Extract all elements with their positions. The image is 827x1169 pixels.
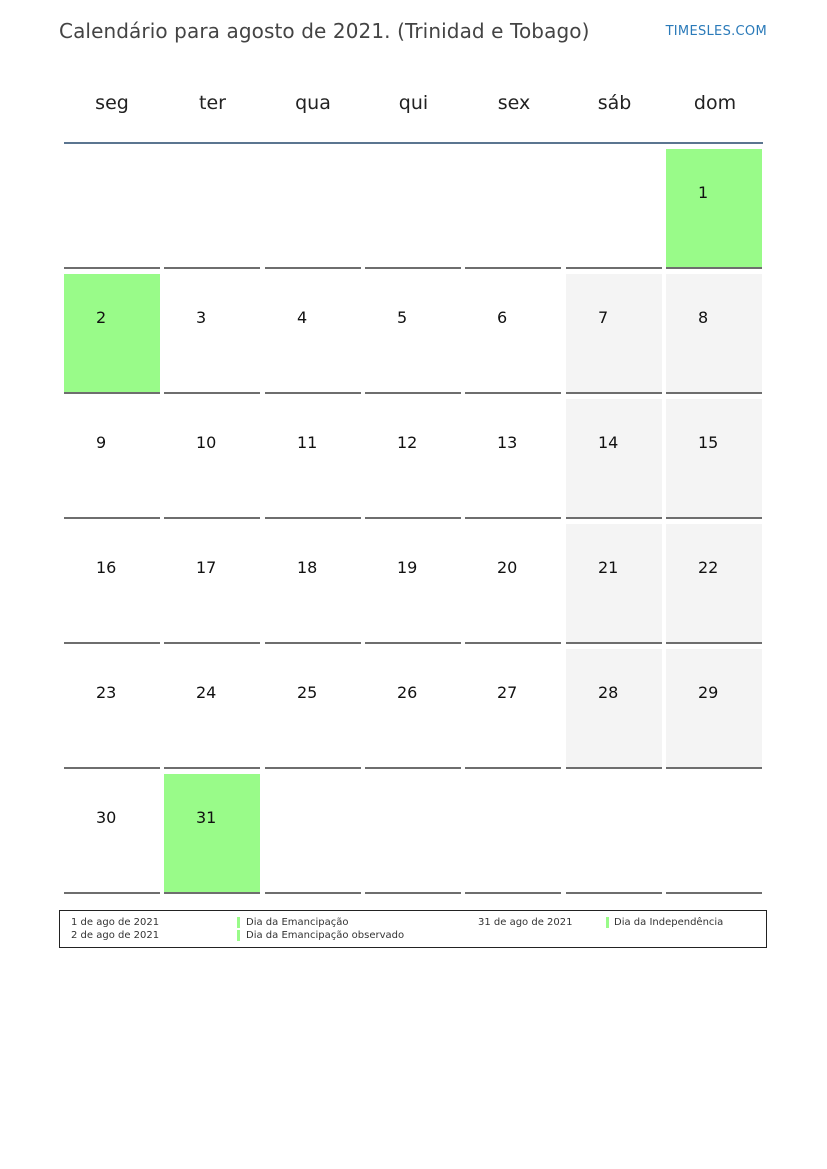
day-number: 7 — [598, 308, 609, 327]
day-cell — [465, 399, 561, 519]
day-number: 18 — [297, 558, 318, 577]
day-cell — [465, 524, 561, 644]
day-number: 21 — [598, 558, 619, 577]
day-number: 10 — [196, 433, 217, 452]
weekday-header — [64, 92, 763, 116]
weekday-label: seg — [95, 92, 129, 114]
day-number: 28 — [598, 683, 619, 702]
empty-day-cell — [64, 149, 160, 269]
day-cell — [666, 649, 762, 769]
weekday-label: qua — [295, 92, 331, 114]
holiday-legend — [59, 910, 767, 948]
day-number: 24 — [196, 683, 217, 702]
day-number: 9 — [96, 433, 107, 452]
page-title: Calendário para agosto de 2021. (Trinidad e Tobago) — [59, 19, 590, 43]
empty-day-cell — [465, 149, 561, 269]
day-number: 4 — [297, 308, 308, 327]
day-number: 16 — [96, 558, 117, 577]
day-number: 19 — [397, 558, 418, 577]
empty-day-cell — [666, 774, 762, 894]
day-cell — [164, 774, 260, 894]
day-cell — [265, 649, 361, 769]
empty-day-cell — [365, 149, 461, 269]
day-number: 5 — [397, 308, 408, 327]
day-cell — [566, 274, 662, 394]
day-number: 29 — [698, 683, 719, 702]
legend-holiday-name: Dia da Emancipação — [246, 917, 349, 928]
day-cell — [666, 149, 762, 269]
weekday-label: ter — [199, 92, 226, 114]
legend-date: 2 de ago de 2021 — [71, 930, 160, 941]
weekday-label: dom — [693, 92, 737, 114]
day-cell — [465, 274, 561, 394]
day-cell — [365, 274, 461, 394]
day-cell — [265, 399, 361, 519]
day-number: 17 — [196, 558, 217, 577]
weekday-label: sex — [497, 92, 531, 114]
day-cell — [566, 399, 662, 519]
day-number: 1 — [698, 183, 709, 202]
day-cell — [64, 399, 160, 519]
empty-day-cell — [566, 774, 662, 894]
holiday-color-marker — [606, 917, 609, 928]
empty-day-cell — [164, 149, 260, 269]
day-number: 15 — [698, 433, 719, 452]
day-cell — [164, 649, 260, 769]
day-number: 8 — [698, 308, 709, 327]
day-cell — [164, 524, 260, 644]
header-divider — [64, 142, 763, 144]
day-cell — [365, 399, 461, 519]
day-cell — [164, 399, 260, 519]
day-number: 22 — [698, 558, 719, 577]
day-number: 25 — [297, 683, 318, 702]
day-cell — [666, 524, 762, 644]
holiday-color-marker — [237, 917, 240, 928]
brand-link[interactable]: TIMESLES.COM — [665, 24, 767, 39]
legend-date: 1 de ago de 2021 — [71, 917, 160, 928]
empty-day-cell — [365, 774, 461, 894]
day-number: 13 — [497, 433, 518, 452]
day-cell — [64, 274, 160, 394]
holiday-color-marker — [237, 930, 240, 941]
day-number: 20 — [497, 558, 518, 577]
legend-date: 31 de ago de 2021 — [478, 917, 573, 928]
empty-day-cell — [265, 774, 361, 894]
day-number: 26 — [397, 683, 418, 702]
day-cell — [164, 274, 260, 394]
day-cell — [265, 274, 361, 394]
day-number: 31 — [196, 808, 217, 827]
day-cell — [465, 649, 561, 769]
day-number: 14 — [598, 433, 619, 452]
day-number: 12 — [397, 433, 418, 452]
day-cell — [365, 649, 461, 769]
day-number: 27 — [497, 683, 518, 702]
day-number: 23 — [96, 683, 117, 702]
day-cell — [566, 524, 662, 644]
day-cell — [64, 649, 160, 769]
day-cell — [365, 524, 461, 644]
day-number: 2 — [96, 308, 107, 327]
legend-holiday-name: Dia da Independência — [614, 917, 724, 928]
legend-holiday-name: Dia da Emancipação observado — [246, 930, 405, 941]
empty-day-cell — [265, 149, 361, 269]
weekday-label: sáb — [597, 92, 632, 114]
day-number: 3 — [196, 308, 207, 327]
day-cell — [265, 524, 361, 644]
day-cell — [566, 649, 662, 769]
weekday-label: qui — [398, 92, 429, 114]
empty-day-cell — [465, 774, 561, 894]
day-cell — [64, 774, 160, 894]
day-number: 6 — [497, 308, 508, 327]
day-cell — [666, 399, 762, 519]
day-number: 11 — [297, 433, 318, 452]
day-number: 30 — [96, 808, 117, 827]
empty-day-cell — [566, 149, 662, 269]
day-cell — [64, 524, 160, 644]
day-cell — [666, 274, 762, 394]
